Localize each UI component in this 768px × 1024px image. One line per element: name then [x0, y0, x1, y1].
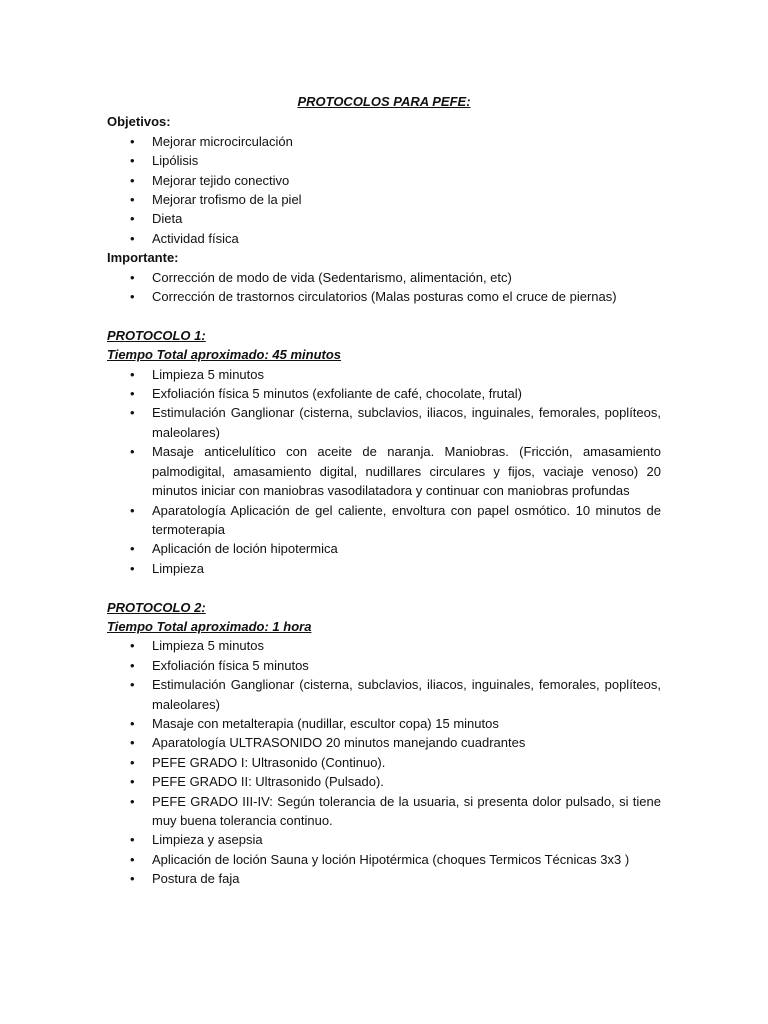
list-item-text: Masaje con metalterapia (nudillar, escultor copa) 15 minutos — [152, 715, 499, 731]
importante-label: Importante: — [107, 250, 179, 266]
bullet-icon: • — [130, 269, 135, 285]
objetivos-label: Objetivos: — [107, 114, 171, 130]
list-item-text: PEFE GRADO I: Ultrasonido (Continuo). — [152, 754, 386, 770]
list-item — [107, 501, 661, 540]
bullet-icon: • — [130, 541, 135, 557]
list-item — [107, 675, 661, 714]
list-item-text: PEFE GRADO II: Ultrasonido (Pulsado). — [152, 774, 384, 790]
bullet-icon: • — [130, 774, 135, 790]
list-item — [107, 190, 661, 209]
list-item-text: Postura de faja — [152, 871, 240, 887]
document-body — [107, 92, 661, 889]
list-item — [107, 869, 661, 888]
bullet-icon: • — [130, 289, 135, 305]
list-item — [107, 733, 661, 752]
protocolo1-list — [107, 365, 661, 578]
list-item-text: PEFE GRADO III-IV: Según tolerancia de la usuaria, si presenta dolor pulsado, si tiene muy buena tolerancia continuo. — [152, 793, 661, 828]
list-item-text: Exfoliación física 5 minutos (exfoliante de café, chocolate, frutal) — [152, 386, 522, 402]
spacer — [107, 578, 661, 597]
protocolo2-heading: PROTOCOLO 2: — [107, 599, 206, 615]
list-item-text: Estimulación Ganglionar (cisterna, subclavios, iliacos, inguinales, femorales, poplíteos, maleolares) — [152, 677, 661, 712]
bullet-icon: • — [130, 386, 135, 402]
protocolo2-time: Tiempo Total aproximado: 1 hora — [107, 618, 312, 634]
bullet-icon: • — [130, 715, 135, 731]
bullet-icon: • — [130, 560, 135, 576]
list-item — [107, 753, 661, 772]
bullet-icon: • — [130, 172, 135, 188]
bullet-icon: • — [130, 405, 135, 421]
bullet-icon: • — [130, 444, 135, 460]
list-item-text: Aparatología Aplicación de gel caliente, envoltura con papel osmótico. 10 minutos de termoterapia — [152, 502, 661, 537]
list-item — [107, 559, 661, 578]
document-title: PROTOCOLOS PARA PEFE: — [297, 94, 471, 109]
list-item-text: Limpieza 5 minutos — [152, 638, 264, 654]
list-item — [107, 656, 661, 675]
list-item — [107, 365, 661, 384]
protocolo1-time: Tiempo Total aproximado: 45 minutos — [107, 347, 342, 363]
list-item-text: Actividad física — [152, 230, 239, 246]
list-item-text: Aplicación de loción Sauna y loción Hipotérmica (choques Termicos Técnicas 3x3 ) — [152, 851, 630, 867]
list-item-text: Lipólisis — [152, 153, 199, 169]
bullet-icon: • — [130, 832, 135, 848]
importante-list — [107, 268, 661, 307]
list-item — [107, 636, 661, 655]
bullet-icon: • — [130, 871, 135, 887]
bullet-icon: • — [130, 192, 135, 208]
list-item — [107, 792, 661, 831]
bullet-icon: • — [130, 230, 135, 246]
list-item — [107, 384, 661, 403]
list-item — [107, 830, 661, 849]
list-item — [107, 151, 661, 170]
list-item-text: Corrección de modo de vida (Sedentarismo, alimentación, etc) — [152, 269, 512, 285]
protocolo1-heading: PROTOCOLO 1: — [107, 327, 206, 343]
list-item — [107, 287, 661, 306]
list-item — [107, 268, 661, 287]
spacer — [107, 306, 661, 325]
list-item — [107, 714, 661, 733]
list-item — [107, 539, 661, 558]
list-item — [107, 442, 661, 500]
list-item — [107, 772, 661, 791]
list-item-text: Dieta — [152, 211, 183, 227]
list-item — [107, 850, 661, 869]
protocolo2-list — [107, 636, 661, 888]
list-item — [107, 209, 661, 228]
list-item-text: Mejorar tejido conectivo — [152, 172, 290, 188]
list-item-text: Mejorar microcirculación — [152, 133, 293, 149]
list-item-text: Limpieza 5 minutos — [152, 366, 264, 382]
list-item — [107, 132, 661, 151]
bullet-icon: • — [130, 153, 135, 169]
bullet-icon: • — [130, 677, 135, 693]
list-item-text: Limpieza y asepsia — [152, 832, 263, 848]
list-item-text: Masaje anticelulítico con aceite de naranja. Maniobras. (Fricción, amasamiento palmodigital, amasamiento digital, nudillares circulares y fijos, vaciaje venoso) 20 minutos iniciar con maniobras vasodilatadora y continuar con maniobras profundas — [152, 444, 661, 499]
bullet-icon: • — [130, 793, 135, 809]
list-item-text: Limpieza — [152, 560, 205, 576]
bullet-icon: • — [130, 851, 135, 867]
list-item-text: Estimulación Ganglionar (cisterna, subclavios, iliacos, inguinales, femorales, poplíteos, maleolares) — [152, 405, 661, 440]
bullet-icon: • — [130, 211, 135, 227]
objetivos-list — [107, 132, 661, 248]
list-item-text: Mejorar trofismo de la piel — [152, 192, 302, 208]
list-item-text: Corrección de trastornos circulatorios (Malas posturas como el cruce de piernas) — [152, 289, 617, 305]
list-item-text: Exfoliación física 5 minutos — [152, 657, 309, 673]
bullet-icon: • — [130, 638, 135, 654]
list-item — [107, 403, 661, 442]
list-item — [107, 229, 661, 248]
bullet-icon: • — [130, 366, 135, 382]
bullet-icon: • — [130, 754, 135, 770]
list-item-text: Aparatología ULTRASONIDO 20 minutos manejando cuadrantes — [152, 735, 526, 751]
list-item — [107, 171, 661, 190]
bullet-icon: • — [130, 502, 135, 518]
bullet-icon: • — [130, 133, 135, 149]
bullet-icon: • — [130, 735, 135, 751]
list-item-text: Aplicación de loción hipotermica — [152, 541, 338, 557]
bullet-icon: • — [130, 657, 135, 673]
